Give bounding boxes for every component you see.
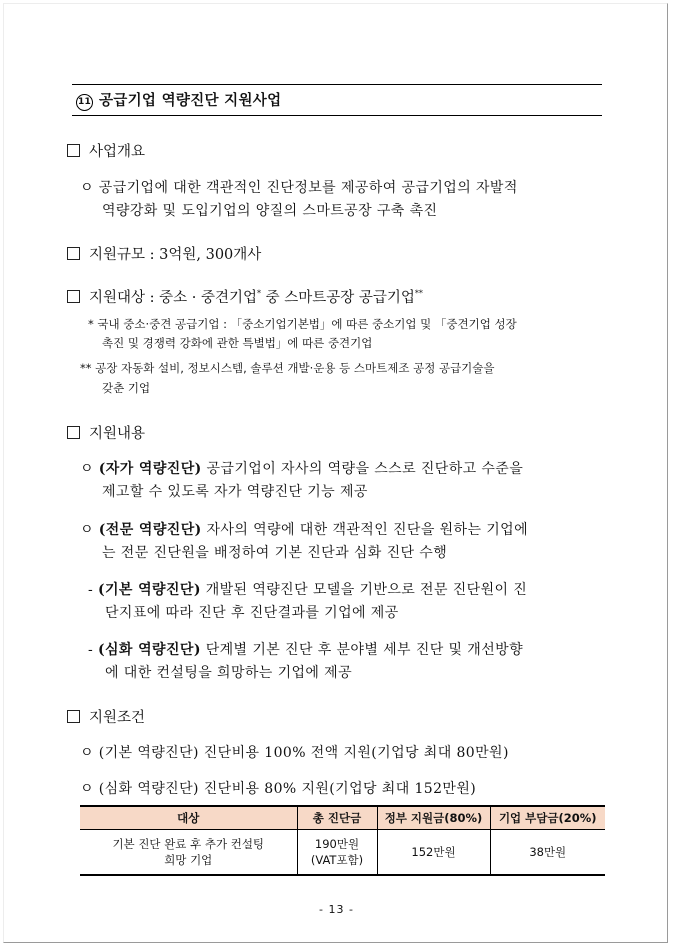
table-header-cell: 대상 — [80, 806, 297, 830]
conditions-heading: 지원조건 — [67, 706, 145, 727]
section-title-text: 공급기업 역량진단 지원사업 — [99, 93, 282, 109]
deep-diagnosis-line1: - (심화 역량진단) 단계별 기본 진단 후 분야별 세부 진단 및 개선방향 — [88, 642, 523, 658]
checkbox-square-icon — [67, 290, 80, 303]
target-note1-line2: 촉진 및 경쟁력 강화에 관한 특별법」에 따른 중견기업 — [102, 336, 373, 350]
conditions-basic: ㅇ (기본 역량진단) 진단비용 100% 전액 지원(기업당 최대 80만원) — [80, 745, 509, 761]
table-header-row — [80, 806, 605, 830]
checkbox-square-icon — [67, 247, 80, 260]
overview-text-line1: ㅇ 공급기업에 대한 객관적인 진단정보를 제공하여 공급기업의 자발적 — [80, 180, 518, 196]
scale-heading: 지원규모 : 3억원, 300개사 — [67, 243, 261, 264]
checkbox-square-icon — [67, 144, 80, 157]
target-note1-line1: * 국내 중소·중견 공급기업 : 「중소기업기본법」에 따른 중소기업 및 「중견기업 성장 — [88, 317, 517, 331]
conditions-deep: ㅇ (심화 역량진단) 진단비용 80% 지원(기업당 최대 152만원) — [80, 781, 477, 797]
overview-heading: 사업개요 — [67, 140, 145, 161]
cost-table — [80, 805, 605, 876]
basic-diagnosis-line1: - (기본 역량진단) 개발된 역량진단 모델을 기반으로 전문 진단원이 진 — [88, 582, 528, 598]
table-header-cell: 총 진단금 — [297, 806, 377, 830]
target-heading: 지원대상 : 중소 · 중견기업* 중 스마트공장 공급기업** — [67, 286, 423, 307]
table-cell-total: 190만원 (VAT포함) — [297, 830, 377, 876]
target-note2-line2: 갖춘 기업 — [102, 381, 151, 395]
overview-text-line2: 역량강화 및 도입기업의 양질의 스마트공장 구축 촉진 — [102, 203, 438, 219]
section-title-bar — [72, 84, 602, 116]
expert-diagnosis-line1: ㅇ (전문 역량진단) 자사의 역량에 대한 객관적인 진단을 원하는 기업에 — [80, 522, 529, 538]
self-diagnosis-line2: 제고할 수 있도록 자가 역량진단 기능 제공 — [102, 484, 368, 500]
table-cell-target: 기본 진단 완료 후 추가 컨설팅 희망 기업 — [80, 830, 297, 876]
table-row — [80, 830, 605, 876]
table-cell-gov: 152만원 — [377, 830, 490, 876]
target-note2-line1: ** 공장 자동화 설비, 정보시스템, 솔루션 개발·운용 등 스마트제조 공정 공급기술을 — [80, 361, 495, 375]
basic-diagnosis-line2: 단지표에 따라 진단 후 진단결과를 기업에 제공 — [105, 605, 399, 621]
expert-diagnosis-line2: 는 전문 진단원을 배정하여 기본 진단과 심화 진단 수행 — [102, 545, 448, 561]
section-title — [76, 89, 281, 111]
table-cell-company: 38만원 — [490, 830, 605, 876]
content-heading: 지원내용 — [67, 422, 145, 443]
table-header-cell: 기업 부담금(20%) — [490, 806, 605, 830]
checkbox-square-icon — [67, 426, 80, 439]
circled-number: 11 — [76, 94, 93, 111]
self-diagnosis-line1: ㅇ (자가 역량진단) 공급기업이 자사의 역량을 스스로 진단하고 수준을 — [80, 461, 524, 477]
page-number: - 13 - — [319, 903, 354, 916]
checkbox-square-icon — [67, 710, 80, 723]
table-header-cell: 정부 지원금(80%) — [377, 806, 490, 830]
deep-diagnosis-line2: 에 대한 컨설팅을 희망하는 기업에 제공 — [105, 665, 353, 681]
